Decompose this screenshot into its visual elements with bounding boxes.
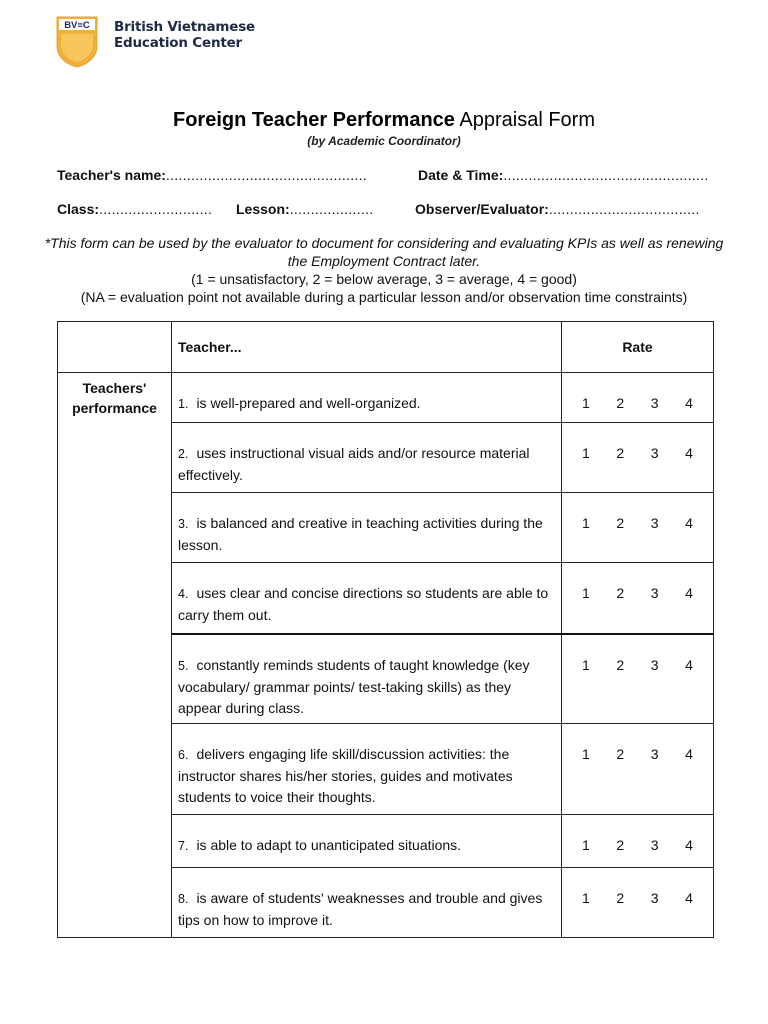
rate-2[interactable]: 2 — [616, 837, 625, 853]
criterion-1: 1. is well-prepared and well-organized. — [172, 373, 562, 423]
observer-field[interactable] — [415, 201, 700, 217]
rate-3[interactable]: 3 — [650, 746, 659, 762]
header-empty-cell — [58, 322, 172, 373]
rate-1[interactable]: 1 — [582, 837, 590, 853]
rating-options-2[interactable] — [562, 423, 714, 493]
rate-2[interactable]: 2 — [616, 656, 625, 673]
rate-4[interactable]: 4 — [685, 515, 693, 531]
rating-options-1[interactable] — [562, 373, 714, 423]
rate-3[interactable]: 3 — [650, 445, 659, 461]
rate-4[interactable]: 4 — [685, 837, 693, 853]
criterion-4: 4. uses clear and concise directions so students are able to carry them out. — [172, 563, 562, 634]
observer-label: Observer/Evaluator: — [415, 201, 549, 217]
category-cell: Teachers' performance — [58, 373, 172, 938]
rate-1[interactable]: 1 — [582, 585, 590, 601]
form-title — [0, 107, 768, 133]
rate-3[interactable]: 3 — [650, 837, 659, 853]
appraisal-table — [57, 321, 714, 938]
org-name-line2: Education Center — [114, 35, 243, 51]
instructions-line1: *This form can be used by the evaluator to document for considering and evaluating KPIs as well as renewing the Employment Contract later. — [44, 235, 724, 269]
class-label: Class: — [57, 201, 100, 217]
criterion-2: 2. uses instructional visual aids and/or resource material effectively. — [172, 423, 562, 493]
teacher-name-field[interactable] — [57, 167, 367, 183]
criterion-8: 8. is aware of students' weaknesses and trouble and gives tips on how to improve it. — [172, 868, 562, 938]
rating-options-3[interactable] — [562, 493, 714, 563]
criterion-3: 3. is balanced and creative in teaching activities during the lesson. — [172, 493, 562, 563]
header-rate: Rate — [562, 322, 714, 373]
header-teacher: Teacher... — [172, 322, 562, 373]
lesson-field[interactable] — [236, 201, 373, 217]
rate-3[interactable]: 3 — [650, 515, 659, 531]
rating-options-8[interactable] — [562, 868, 714, 938]
observer-value[interactable]: .................................... — [548, 201, 700, 217]
teacher-name-value[interactable]: ................................................ — [165, 167, 368, 183]
rate-1[interactable]: 1 — [582, 515, 590, 531]
rating-options-6[interactable] — [562, 724, 714, 815]
rate-4[interactable]: 4 — [685, 445, 693, 461]
criterion-5: 5. constantly reminds students of taught knowledge (key vocabulary/ grammar points/ test-taking skills) as they appear during class. — [172, 634, 562, 724]
org-name-line1: British Vietnamese — [114, 19, 255, 35]
rating-options-4[interactable] — [562, 563, 714, 634]
class-field[interactable] — [57, 201, 212, 217]
rate-3[interactable]: 3 — [650, 656, 659, 673]
rate-2[interactable]: 2 — [616, 890, 625, 906]
rate-1[interactable]: 1 — [582, 656, 590, 673]
criterion-7: 7. is able to adapt to unanticipated situations. — [172, 815, 562, 868]
form-subtitle: (by Academic Coordinator) — [307, 134, 461, 148]
rate-4[interactable]: 4 — [685, 656, 693, 673]
teacher-name-label: Teacher's name: — [57, 167, 166, 183]
logo-text: BV≡C — [64, 20, 90, 31]
rate-2[interactable]: 2 — [616, 515, 625, 531]
rate-3[interactable]: 3 — [650, 395, 659, 411]
rate-2[interactable]: 2 — [616, 395, 625, 411]
table-header-row — [58, 322, 714, 373]
date-time-field[interactable] — [418, 167, 709, 183]
rate-1[interactable]: 1 — [582, 445, 590, 461]
lesson-label: Lesson: — [236, 201, 290, 217]
rate-3[interactable]: 3 — [650, 585, 659, 601]
criterion-6: 6. delivers engaging life skill/discussion activities: the instructor shares his/her stories, guides and motivates students to voice their thoughts. — [172, 724, 562, 815]
date-time-value[interactable]: ................................................. — [503, 167, 709, 183]
rate-3[interactable]: 3 — [650, 890, 659, 906]
table-row — [58, 373, 714, 423]
rate-1[interactable]: 1 — [582, 395, 590, 411]
rating-scale-legend: (1 = unsatisfactory, 2 = below average, 3 = average, 4 = good) — [191, 271, 577, 287]
form-instructions — [40, 234, 728, 306]
class-value[interactable]: ........................... — [99, 201, 213, 217]
rating-options-7[interactable] — [562, 815, 714, 868]
organization-name — [114, 19, 255, 51]
lesson-value[interactable]: .................... — [289, 201, 374, 217]
rate-2[interactable]: 2 — [616, 445, 625, 461]
rate-4[interactable]: 4 — [685, 746, 693, 762]
rate-4[interactable]: 4 — [685, 890, 693, 906]
rate-2[interactable]: 2 — [616, 746, 625, 762]
title-part2: Appraisal Form — [459, 109, 595, 131]
rating-options-5[interactable] — [562, 634, 714, 724]
rate-2[interactable]: 2 — [616, 585, 625, 601]
rate-4[interactable]: 4 — [685, 395, 693, 411]
rate-1[interactable]: 1 — [582, 890, 590, 906]
na-legend: (NA = evaluation point not available during a particular lesson and/or observation time constraints) — [80, 289, 688, 305]
date-time-label: Date & Time: — [418, 167, 504, 183]
rate-1[interactable]: 1 — [582, 746, 590, 762]
title-part1: Foreign Teacher Performance — [172, 109, 455, 131]
rate-4[interactable]: 4 — [685, 585, 693, 601]
bvec-logo — [56, 16, 98, 68]
